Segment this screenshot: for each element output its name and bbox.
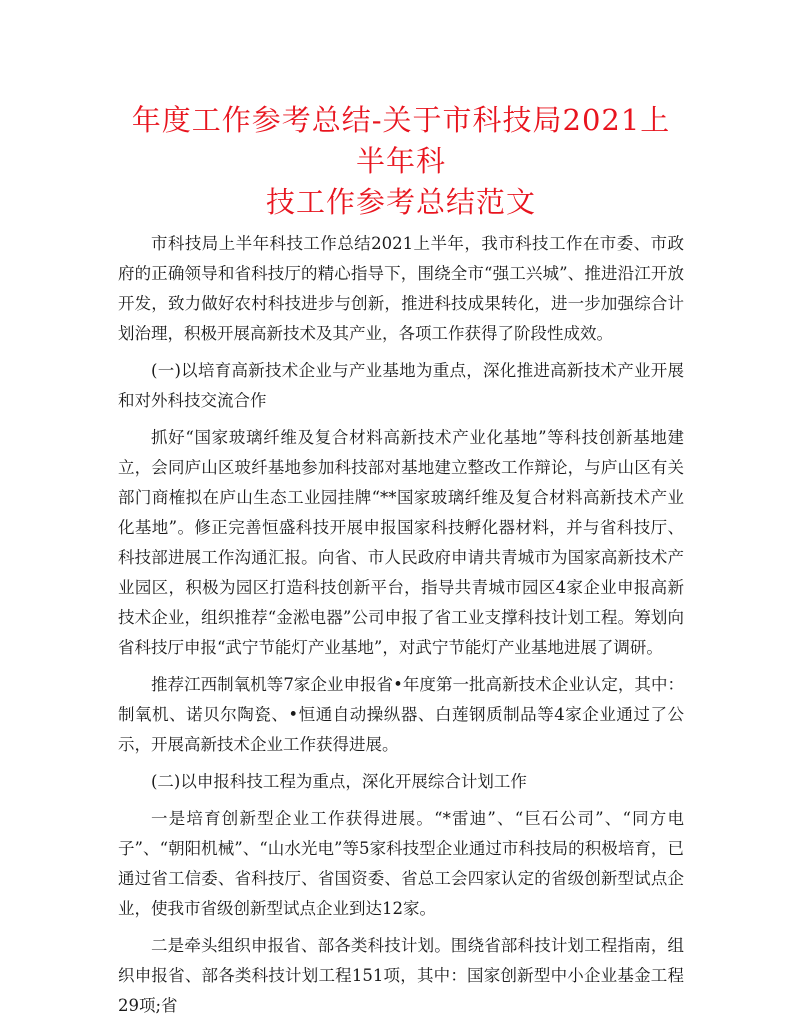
- section-heading-1: (一)以培育高新技术企业与产业基地为重点，深化推进高新技术产业开展和对外科技交流合作: [118, 361, 684, 410]
- paragraph-innovative-enterprises: 一是培育创新型企业工作获得进展。“*雷迪”、“巨石公司”、“同方电子”、“朝阳机械”、“山水光电”等5家科技型企业通过市科技局的积极培育，已通过省工信委、省科技厅、省国资委、省总工会四家认定的省级创新型试点企业，使我市省级创新型试点企业到达12家。: [118, 809, 684, 918]
- paragraph-science-plans: 二是牵头组织申报省、部各类科技计划。围绕省部科技计划工程指南，组织申报省、部各类科技计划工程151项，其中：国家创新型中小企业基金工程29项;省: [118, 936, 684, 1015]
- document-title: [118, 100, 684, 223]
- paragraph-hightech-recommend: 推荐江西制氧机等7家企业申报省•年度第一批高新技术企业认定，其中：制氧机、诺贝尔陶瓷、•恒通自动操纵器、白莲钢质制品等4家企业通过了公示，开展高新技术企业工作获得进展。: [118, 675, 684, 754]
- section-heading-2: (二)以申报科技工程为重点，深化开展综合计划工作: [151, 772, 527, 791]
- paragraph-base-building: 抓好“国家玻璃纤维及复合材料高新技术产业化基地”等科技创新基地建立，会同庐山区玻纤基地参加科技部对基地建立整改工作辩论，与庐山区有关部门商榷拟在庐山生态工业园挂牌“**国家玻璃纤维及复合材料高新技术产业化基地”。修正完善恒盛科技开展申报国家科技孵化器材料，并与省科技厅、科技部进展工作沟通汇报。向省、市人民政府申请共青城市为国家高新技术产业园区，积极为园区打造科技创新平台，指导共青城市园区4家企业申报高新技术企业，组织推荐“金淞电器”公司申报了省工业支撑科技计划工程。筹划向省科技厅申报“武宁节能灯产业基地”，对武宁节能灯产业基地进展了调研。: [118, 428, 684, 657]
- title-line-2: 技工作参考总结范文: [265, 185, 536, 219]
- title-line-1: 年度工作参考总结-关于市科技局2021上半年科: [131, 103, 671, 178]
- paragraph-intro: 市科技局上半年科技工作总结2021上半年，我市科技工作在市委、市政府的正确领导和省科技厅的精心指导下，围绕全市“强工兴城”、推进沿江开放开发，致力做好农村科技进步与创新，推进科技成果转化，进一步加强综合计划治理，积极开展高新技术及其产业，各项工作获得了阶段性成效。: [118, 234, 684, 343]
- document-page: [118, 100, 684, 1028]
